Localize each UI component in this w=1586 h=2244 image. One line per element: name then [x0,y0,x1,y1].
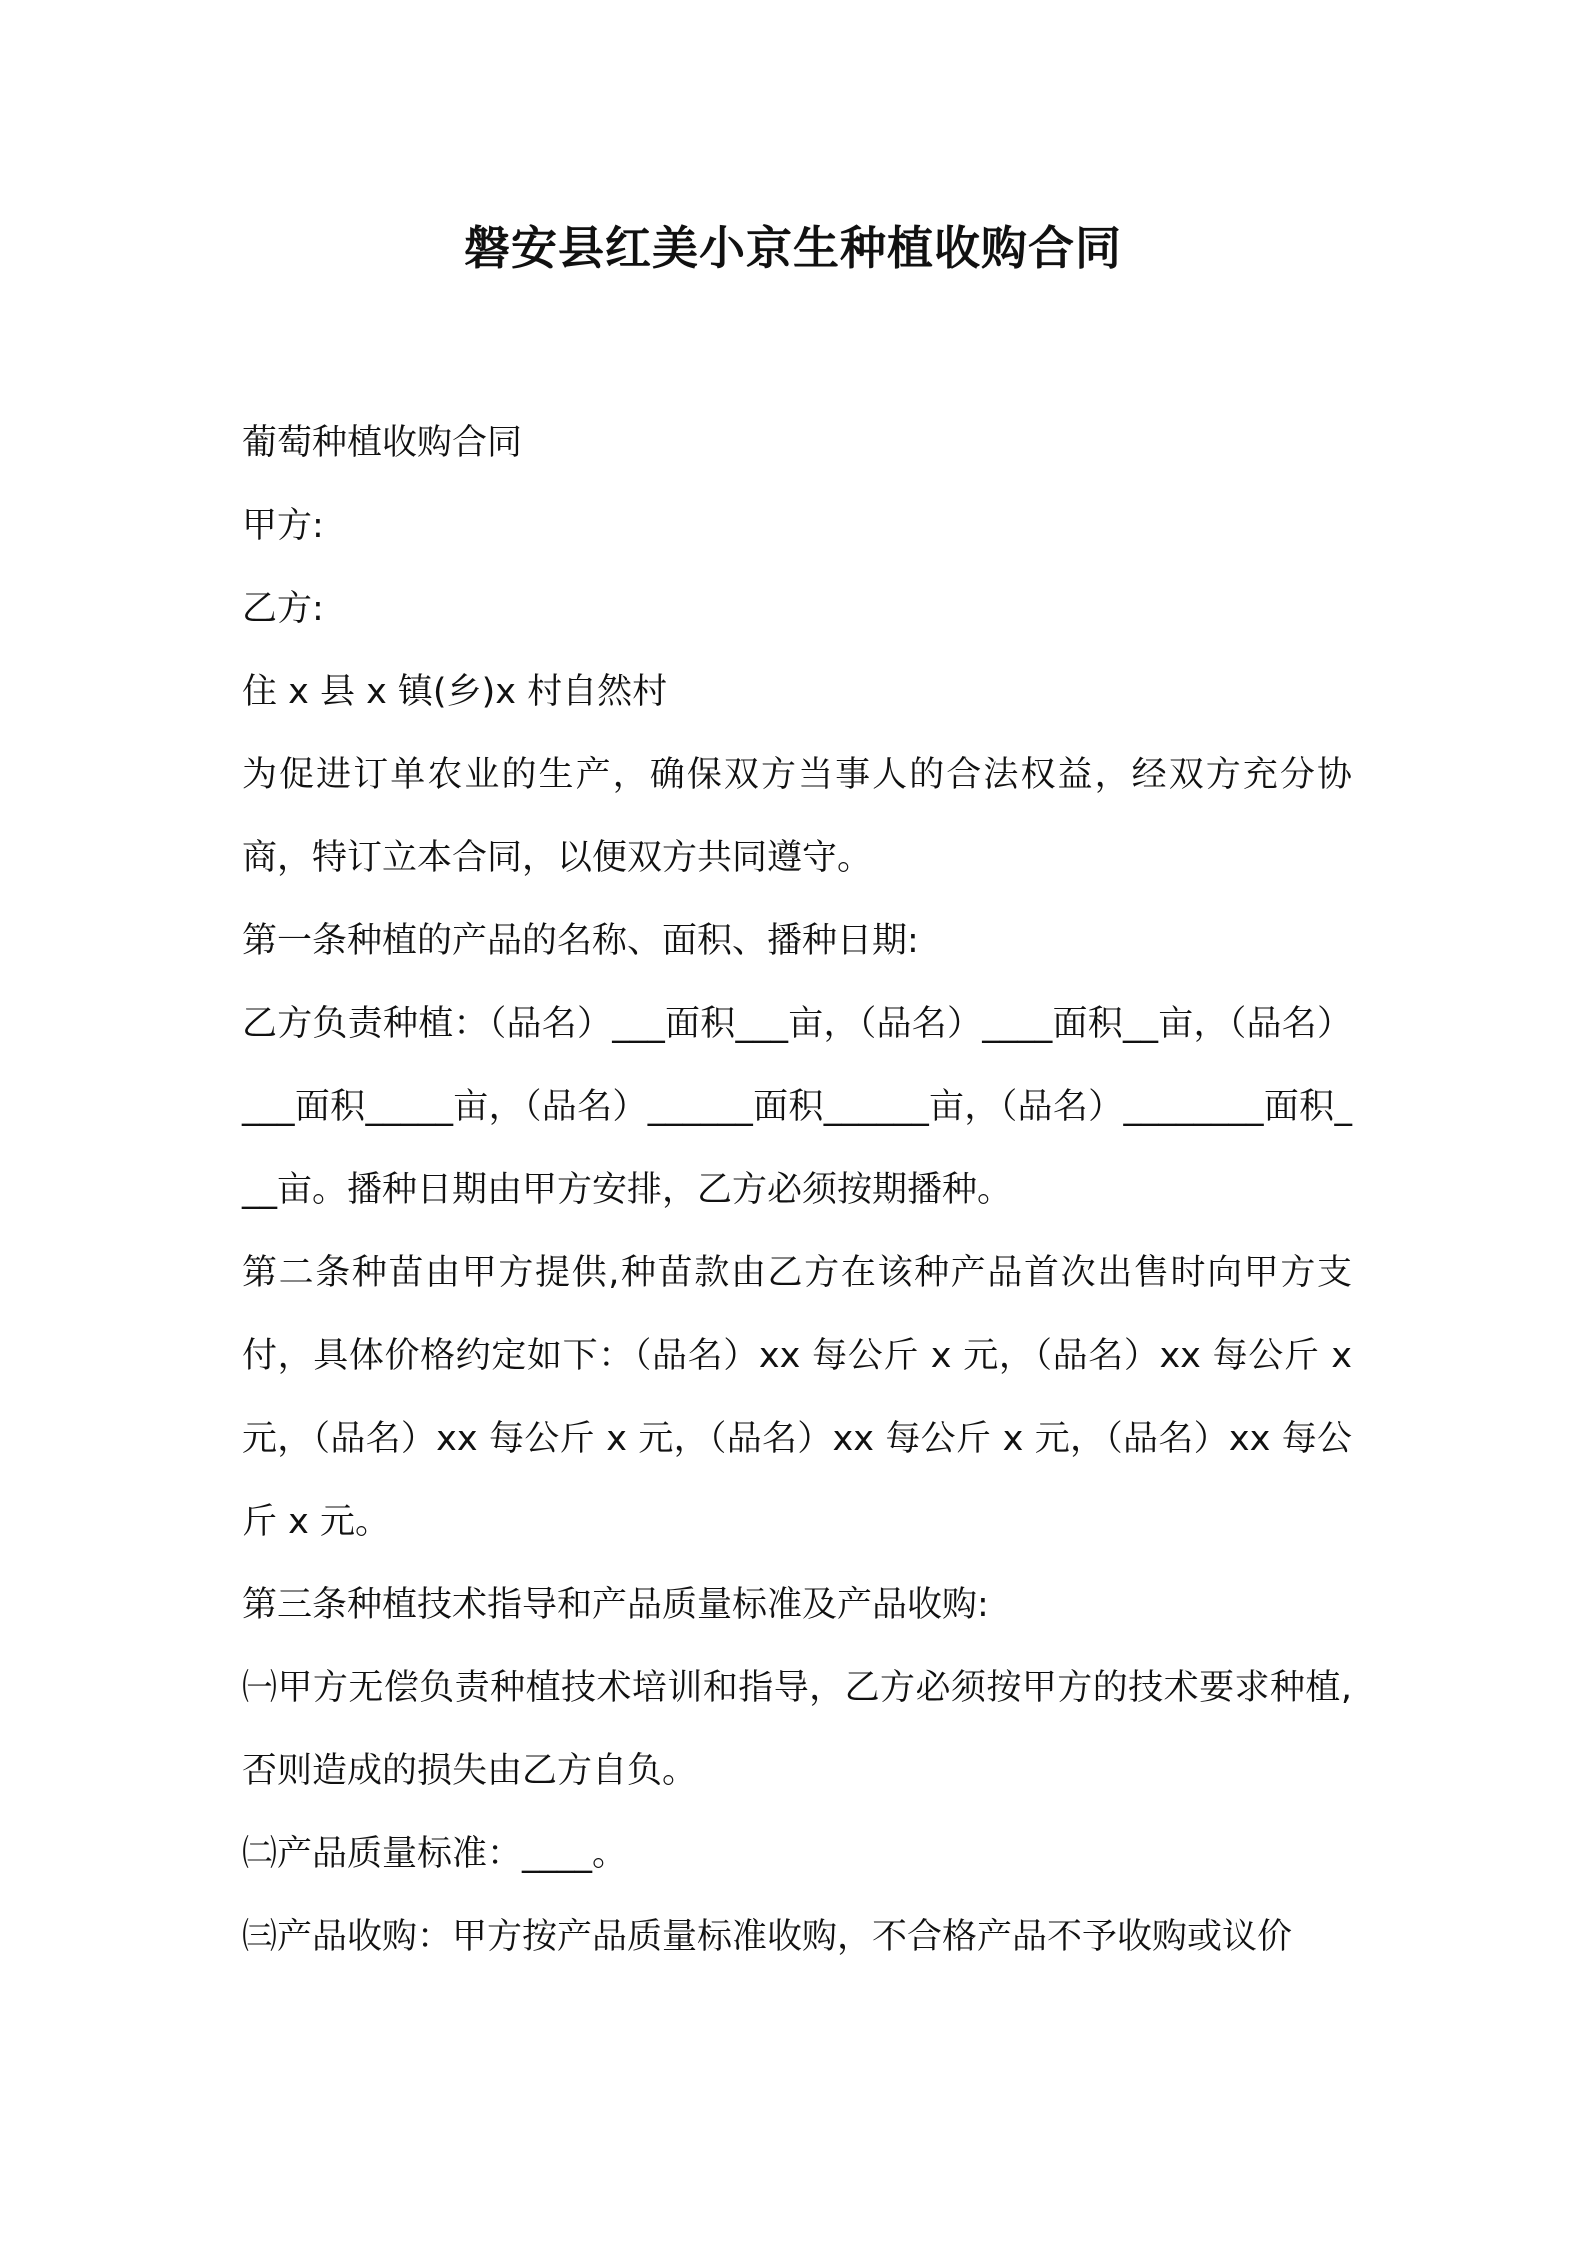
paragraph-article-3-item-3: ㈢产品收购：甲方按产品质量标准收购，不合格产品不予收购或议价 [242,1917,1293,1957]
document-body [242,402,1352,1979]
paragraph-subtitle: 葡萄种植收购合同 [242,423,523,463]
paragraph-article-3-item-1: ㈠甲方无偿负责种植技术培训和指导，乙方必须按甲方的技术要求种植,否则造成的损失由乙方自负。 [242,1668,1352,1791]
document-title: 磐安县红美小京生种植收购合同 [464,221,1122,275]
paragraph-article-1-heading: 第一条种植的产品的名称、面积、播种日期: [242,921,919,961]
paragraph-article-3-heading: 第三条种植技术指导和产品质量标准及产品收购: [242,1585,989,1625]
paragraph-address: 住 x 县 x 镇(乡)x 村自然村 [242,672,668,712]
paragraph-article-2: 第二条种苗由甲方提供,种苗款由乙方在该种产品首次出售时向甲方支付，具体价格约定如下：（品名）xx 每公斤 x 元，（品名）xx 每公斤 x 元，（品名）xx 每公斤 x 元，（品名）xx 每公斤 x 元，（品名）xx 每公斤 x 元。 [242,1253,1352,1542]
paragraph-article-3-item-2: ㈡产品质量标准：____。 [242,1834,628,1874]
paragraph-preamble: 为促进订单农业的生产，确保双方当事人的合法权益，经双方充分协商，特订立本合同，以便双方共同遵守。 [242,755,1352,878]
paragraph-party-b: 乙方: [242,589,324,629]
paragraph-article-1-body: 乙方负责种植：（品名）___面积___亩，（品名）____面积__亩，（品名）___面积_____亩，（品名）______面积______亩，（品名）________面积___亩。播种日期由甲方安排，乙方必须按期播种。 [242,1004,1352,1210]
paragraph-party-a: 甲方: [242,506,324,546]
